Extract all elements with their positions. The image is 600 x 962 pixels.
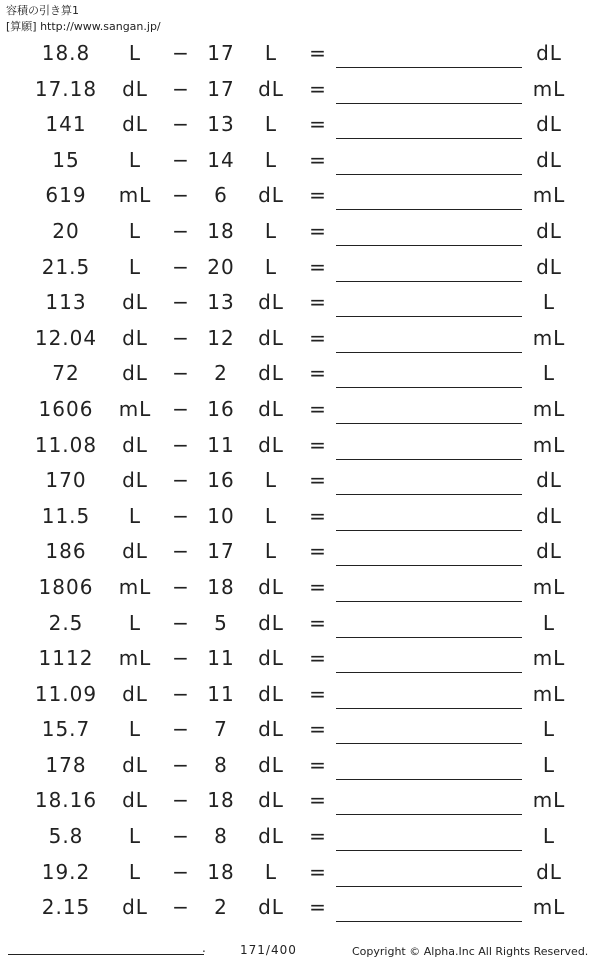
problem-row — [0, 750, 600, 786]
minuend-value: 18.16 — [34, 788, 98, 813]
problem-row — [0, 252, 600, 288]
answer-unit: dL — [536, 41, 562, 65]
equals-sign: = — [309, 788, 327, 813]
problem-row — [0, 394, 600, 430]
answer-unit: mL — [532, 396, 566, 421]
subtrahend-unit: dL — [258, 361, 284, 386]
equals-sign: = — [309, 895, 327, 920]
subtrahend-value: 6 — [214, 183, 228, 208]
answer-blank[interactable] — [336, 423, 522, 424]
minuend-value: 20 — [52, 218, 80, 243]
subtrahend-unit: L — [264, 41, 278, 65]
minus-sign: − — [172, 218, 190, 243]
subtrahend-unit: L — [264, 539, 278, 564]
equals-sign: = — [309, 646, 327, 671]
minuend-unit: dL — [122, 788, 148, 813]
problem-row — [0, 358, 600, 394]
subtrahend-value: 5 — [214, 610, 228, 635]
problem-row — [0, 714, 600, 750]
equals-sign: = — [309, 361, 327, 386]
answer-unit: L — [542, 361, 556, 386]
answer-unit: mL — [532, 574, 566, 599]
minuend-value: 21.5 — [41, 254, 91, 279]
worksheet-title: 容積の引き算1 — [6, 4, 79, 17]
minuend-value: 170 — [45, 468, 87, 493]
minus-sign: − — [172, 112, 190, 137]
subtrahend-unit: dL — [258, 646, 284, 671]
minuend-unit: dL — [122, 290, 148, 315]
minus-sign: − — [172, 788, 190, 813]
minus-sign: − — [172, 290, 190, 315]
minuend-unit: dL — [122, 752, 148, 777]
answer-blank[interactable] — [336, 67, 522, 68]
minuend-value: 186 — [45, 539, 87, 564]
answer-blank[interactable] — [336, 281, 522, 282]
answer-blank[interactable] — [336, 316, 522, 317]
answer-unit: dL — [536, 254, 562, 279]
minuend-unit: L — [128, 147, 142, 172]
answer-blank[interactable] — [336, 708, 522, 709]
subtrahend-value: 2 — [214, 361, 228, 386]
minus-sign: − — [172, 681, 190, 706]
subtrahend-unit: L — [264, 147, 278, 172]
answer-blank[interactable] — [336, 779, 522, 780]
minus-sign: − — [172, 361, 190, 386]
minuend-unit: mL — [118, 574, 152, 599]
answer-blank[interactable] — [336, 814, 522, 815]
minuend-unit: L — [128, 254, 142, 279]
minus-sign: − — [172, 147, 190, 172]
problem-row — [0, 785, 600, 821]
answer-blank[interactable] — [336, 138, 522, 139]
answer-unit: L — [542, 610, 556, 635]
minus-sign: − — [172, 468, 190, 493]
page-number: 171/400 — [240, 943, 297, 957]
minuend-value: 178 — [45, 752, 87, 777]
problem-row — [0, 643, 600, 679]
subtrahend-unit: dL — [258, 290, 284, 315]
answer-blank[interactable] — [336, 209, 522, 210]
minuend-unit: L — [128, 824, 142, 849]
equals-sign: = — [309, 325, 327, 350]
equals-sign: = — [309, 432, 327, 457]
answer-blank[interactable] — [336, 672, 522, 673]
subtrahend-value: 8 — [214, 824, 228, 849]
equals-sign: = — [309, 717, 327, 742]
problem-row — [0, 430, 600, 466]
equals-sign: = — [309, 610, 327, 635]
answer-unit: dL — [536, 503, 562, 528]
answer-unit: mL — [532, 895, 566, 920]
subtrahend-value: 10 — [207, 503, 235, 528]
subtrahend-unit: dL — [258, 610, 284, 635]
minuend-unit: L — [128, 41, 142, 65]
subtrahend-value: 16 — [207, 468, 235, 493]
minuend-value: 72 — [52, 361, 80, 386]
equals-sign: = — [309, 539, 327, 564]
equals-sign: = — [309, 468, 327, 493]
equals-sign: = — [309, 574, 327, 599]
equals-sign: = — [309, 112, 327, 137]
subtrahend-value: 7 — [214, 717, 228, 742]
subtrahend-value: 13 — [207, 290, 235, 315]
problem-row — [0, 109, 600, 145]
minus-sign: − — [172, 539, 190, 564]
minuend-unit: dL — [122, 76, 148, 101]
problem-row — [0, 501, 600, 537]
minuend-value: 18.8 — [41, 41, 91, 65]
answer-blank[interactable] — [336, 743, 522, 744]
answer-blank[interactable] — [336, 459, 522, 460]
problem-row — [0, 287, 600, 323]
subtrahend-unit: dL — [258, 824, 284, 849]
problem-row — [0, 572, 600, 608]
minus-sign: − — [172, 574, 190, 599]
subtrahend-unit: dL — [258, 717, 284, 742]
subtrahend-value: 18 — [207, 859, 235, 884]
answer-unit: dL — [536, 468, 562, 493]
subtrahend-value: 14 — [207, 147, 235, 172]
minuend-unit: L — [128, 218, 142, 243]
answer-blank[interactable] — [336, 530, 522, 531]
answer-blank[interactable] — [336, 387, 522, 388]
equals-sign: = — [309, 147, 327, 172]
minuend-value: 12.04 — [34, 325, 98, 350]
answer-unit: mL — [532, 788, 566, 813]
equals-sign: = — [309, 681, 327, 706]
equals-sign: = — [309, 752, 327, 777]
minuend-value: 11.09 — [34, 681, 98, 706]
subtrahend-value: 2 — [214, 895, 228, 920]
subtrahend-unit: L — [264, 254, 278, 279]
problem-row — [0, 536, 600, 572]
answer-unit: L — [542, 717, 556, 742]
problem-row — [0, 74, 600, 110]
answer-unit: mL — [532, 646, 566, 671]
minuend-unit: L — [128, 859, 142, 884]
minuend-value: 619 — [45, 183, 87, 208]
answer-unit: dL — [536, 859, 562, 884]
answer-unit: dL — [536, 147, 562, 172]
subtrahend-unit: L — [264, 468, 278, 493]
answer-blank[interactable] — [336, 565, 522, 566]
problem-row — [0, 323, 600, 359]
subtrahend-unit: dL — [258, 752, 284, 777]
minus-sign: − — [172, 717, 190, 742]
subtrahend-unit: L — [264, 218, 278, 243]
answer-unit: mL — [532, 325, 566, 350]
problem-row — [0, 857, 600, 893]
equals-sign: = — [309, 290, 327, 315]
minus-sign: − — [172, 859, 190, 884]
subtrahend-unit: L — [264, 859, 278, 884]
minuend-value: 17.18 — [34, 76, 98, 101]
equals-sign: = — [309, 503, 327, 528]
problem-row — [0, 821, 600, 857]
answer-unit: mL — [532, 432, 566, 457]
answer-unit: L — [542, 824, 556, 849]
subtrahend-value: 8 — [214, 752, 228, 777]
subtrahend-value: 11 — [207, 432, 235, 457]
minuend-value: 2.5 — [48, 610, 84, 635]
subtrahend-unit: dL — [258, 788, 284, 813]
minuend-value: 113 — [45, 290, 87, 315]
problem-row — [0, 38, 600, 74]
subtrahend-unit: L — [264, 112, 278, 137]
minuend-value: 15.7 — [41, 717, 91, 742]
minus-sign: − — [172, 396, 190, 421]
equals-sign: = — [309, 183, 327, 208]
equals-sign: = — [309, 254, 327, 279]
answer-blank[interactable] — [336, 352, 522, 353]
equals-sign: = — [309, 41, 327, 65]
answer-unit: mL — [532, 76, 566, 101]
equals-sign: = — [309, 218, 327, 243]
answer-blank[interactable] — [336, 245, 522, 246]
minuend-unit: dL — [122, 361, 148, 386]
minus-sign: − — [172, 895, 190, 920]
minus-sign: − — [172, 646, 190, 671]
subtrahend-value: 17 — [207, 76, 235, 101]
answer-unit: L — [542, 752, 556, 777]
minus-sign: − — [172, 752, 190, 777]
problem-list — [0, 38, 600, 928]
equals-sign: = — [309, 396, 327, 421]
subtrahend-value: 17 — [207, 539, 235, 564]
problem-row — [0, 216, 600, 252]
subtrahend-value: 18 — [207, 574, 235, 599]
answer-unit: L — [542, 290, 556, 315]
answer-blank[interactable] — [336, 921, 522, 922]
subtrahend-unit: dL — [258, 325, 284, 350]
subtrahend-value: 17 — [207, 41, 235, 65]
answer-unit: mL — [532, 681, 566, 706]
minuend-value: 15 — [52, 147, 80, 172]
answer-blank[interactable] — [336, 174, 522, 175]
minuend-unit: mL — [118, 183, 152, 208]
minuend-value: 1112 — [38, 646, 94, 671]
problem-row — [0, 465, 600, 501]
equals-sign: = — [309, 824, 327, 849]
subtrahend-unit: dL — [258, 681, 284, 706]
problem-row — [0, 608, 600, 644]
minuend-unit: dL — [122, 468, 148, 493]
minuend-value: 2.15 — [41, 895, 91, 920]
minuend-value: 19.2 — [41, 859, 91, 884]
minuend-unit: L — [128, 717, 142, 742]
subtrahend-value: 11 — [207, 681, 235, 706]
subtrahend-unit: dL — [258, 183, 284, 208]
minuend-unit: dL — [122, 112, 148, 137]
minuend-unit: dL — [122, 681, 148, 706]
answer-blank[interactable] — [336, 494, 522, 495]
subtrahend-value: 18 — [207, 218, 235, 243]
subtrahend-unit: dL — [258, 396, 284, 421]
minuend-unit: dL — [122, 432, 148, 457]
minuend-unit: L — [128, 503, 142, 528]
subtrahend-value: 20 — [207, 254, 235, 279]
minuend-value: 11.08 — [34, 432, 98, 457]
minuend-unit: mL — [118, 396, 152, 421]
minuend-value: 5.8 — [48, 824, 84, 849]
subtrahend-unit: L — [264, 503, 278, 528]
problem-row — [0, 892, 600, 928]
subtrahend-unit: dL — [258, 574, 284, 599]
minus-sign: − — [172, 183, 190, 208]
subtrahend-unit: dL — [258, 76, 284, 101]
minuend-value: 1806 — [38, 574, 94, 599]
minus-sign: − — [172, 254, 190, 279]
subtrahend-value: 11 — [207, 646, 235, 671]
subtrahend-value: 16 — [207, 396, 235, 421]
subtrahend-unit: dL — [258, 432, 284, 457]
problem-row — [0, 145, 600, 181]
answer-blank[interactable] — [336, 601, 522, 602]
minus-sign: − — [172, 824, 190, 849]
minus-sign: − — [172, 325, 190, 350]
equals-sign: = — [309, 859, 327, 884]
subtrahend-unit: dL — [258, 895, 284, 920]
minuend-unit: L — [128, 610, 142, 635]
minus-sign: − — [172, 610, 190, 635]
answer-blank[interactable] — [336, 886, 522, 887]
minuend-unit: dL — [122, 895, 148, 920]
copyright: Copyright © Alpha.Inc All Rights Reserved. — [352, 945, 589, 958]
minuend-value: 11.5 — [41, 503, 91, 528]
subtrahend-value: 12 — [207, 325, 235, 350]
subtrahend-value: 13 — [207, 112, 235, 137]
minuend-value: 1606 — [38, 396, 94, 421]
answer-blank[interactable] — [336, 637, 522, 638]
name-line — [8, 954, 204, 955]
minus-sign: − — [172, 432, 190, 457]
minuend-unit: dL — [122, 325, 148, 350]
minus-sign: − — [172, 503, 190, 528]
source-line: [算願] http://www.sangan.jp/ — [6, 20, 161, 33]
answer-unit: dL — [536, 112, 562, 137]
minuend-value: 141 — [45, 112, 87, 137]
equals-sign: = — [309, 76, 327, 101]
problem-row — [0, 180, 600, 216]
minuend-unit: dL — [122, 539, 148, 564]
minuend-unit: mL — [118, 646, 152, 671]
answer-blank[interactable] — [336, 103, 522, 104]
minus-sign: − — [172, 76, 190, 101]
answer-unit: dL — [536, 539, 562, 564]
footer-dot: . — [202, 941, 206, 955]
minus-sign: − — [172, 41, 190, 65]
answer-unit: mL — [532, 183, 566, 208]
answer-blank[interactable] — [336, 850, 522, 851]
problem-row — [0, 679, 600, 715]
answer-unit: dL — [536, 218, 562, 243]
subtrahend-value: 18 — [207, 788, 235, 813]
